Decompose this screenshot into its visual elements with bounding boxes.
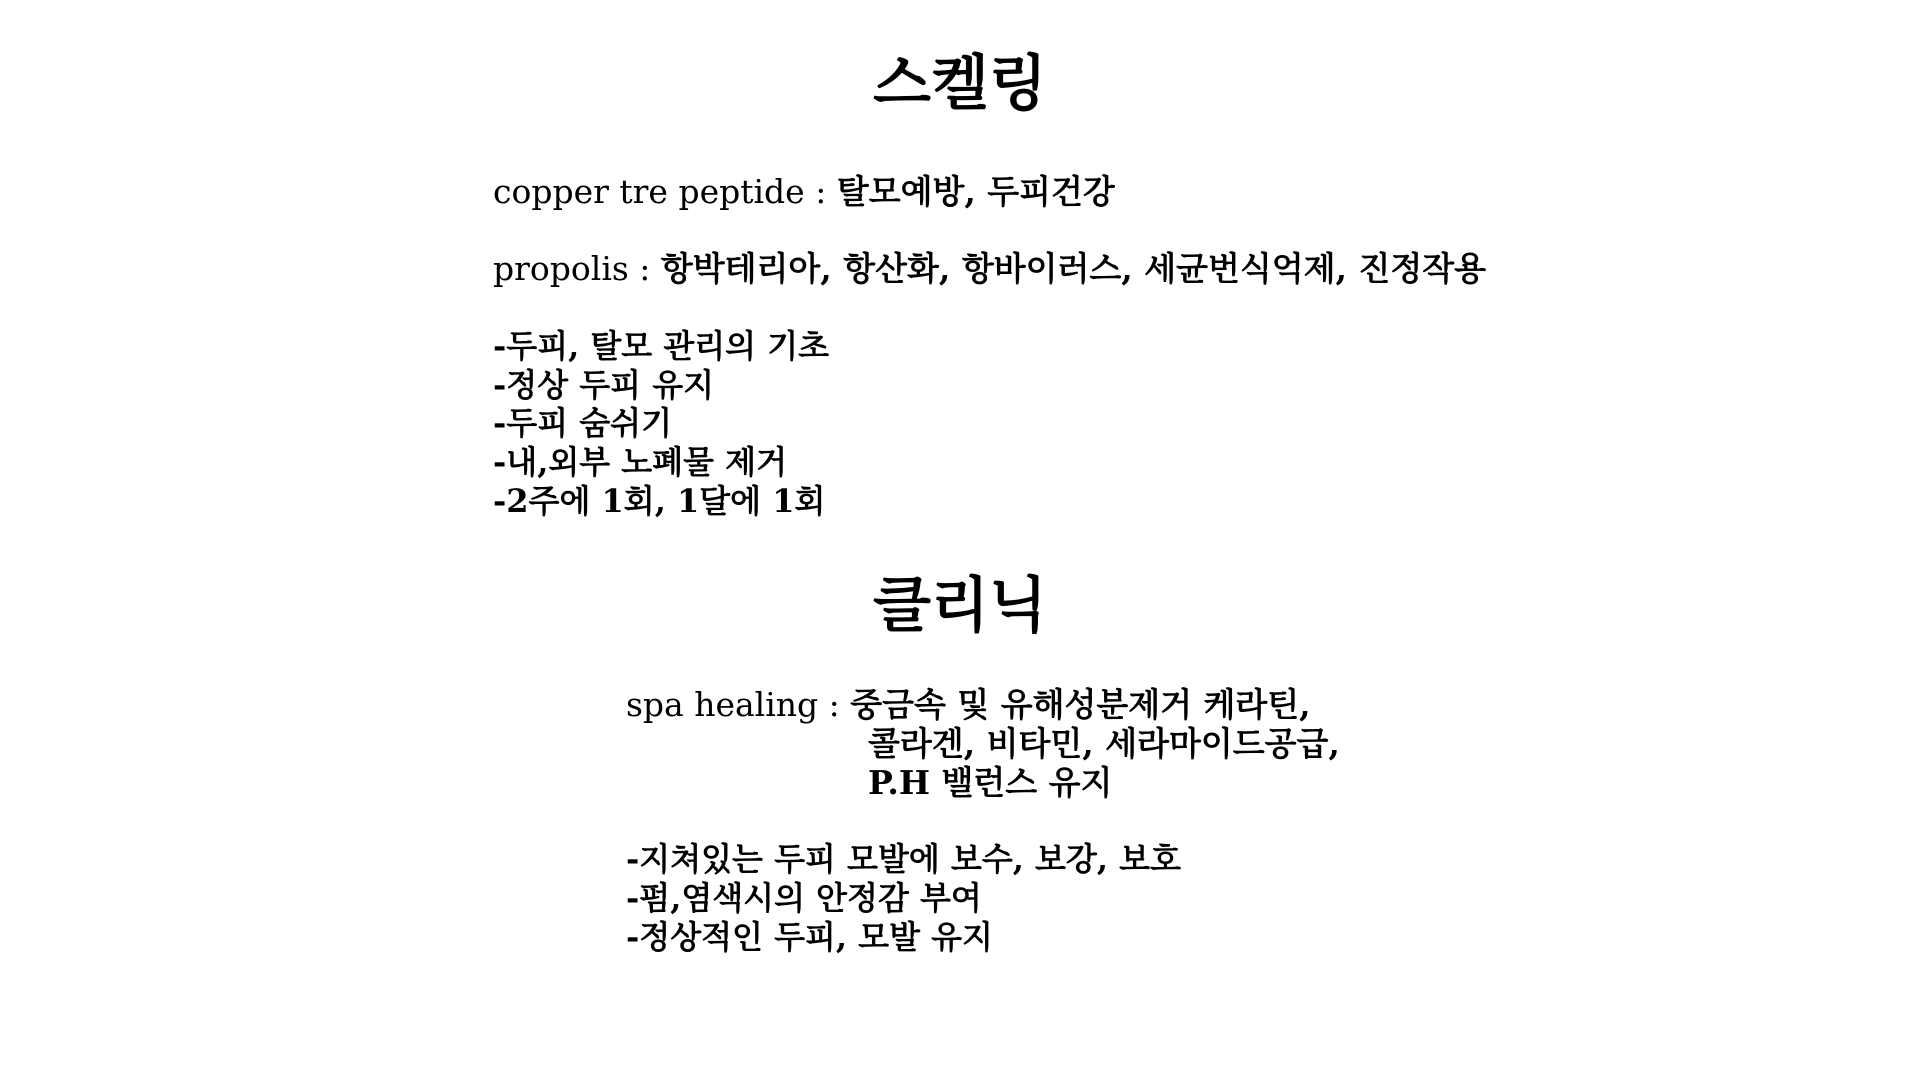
section-title-scaling: 스켈링 <box>873 49 1047 119</box>
ingredient-line-spa <box>626 685 1311 725</box>
ingredient-effect: 중금속 및 유해성분제거 케라틴, <box>850 685 1311 724</box>
bullet-item: -정상 두피 유지 <box>493 366 715 404</box>
ingredient-line-copper <box>493 172 1115 212</box>
ingredient-effect-continued <box>868 763 1112 803</box>
ingredient-name: spa healing <box>626 685 819 724</box>
ingredient-separator: : <box>818 685 851 724</box>
ingredient-separator: : <box>804 172 837 211</box>
ingredient-name: copper tre peptide <box>493 172 805 211</box>
ingredient-line-propolis <box>493 249 1486 289</box>
ingredient-effect: 탈모예방, 두피건강 <box>836 172 1115 211</box>
bullet-item: -2주에 1회, 1달에 1회 <box>493 482 826 520</box>
bullet-item: -두피 숨쉬기 <box>493 404 672 442</box>
ingredient-separator: : <box>628 249 661 288</box>
bullet-item: -지쳐있는 두피 모발에 보수, 보강, 보호 <box>626 840 1181 878</box>
section-title-clinic: 클리닉 <box>873 571 1047 641</box>
bullet-item: -정상적인 두피, 모발 유지 <box>626 918 993 956</box>
ingredient-name: propolis <box>493 249 629 288</box>
ingredient-effect: P.H 밸런스 유지 <box>868 763 1113 802</box>
bullet-item: -두피, 탈모 관리의 기초 <box>493 327 830 365</box>
ingredient-effect: 항박테리아, 항산화, 항바이러스, 세균번식억제, 진정작용 <box>660 249 1487 288</box>
bullet-item: -펌,염색시의 안정감 부여 <box>626 879 982 917</box>
ingredient-effect-continued <box>868 724 1340 764</box>
bullet-item: -내,외부 노폐물 제거 <box>493 443 787 481</box>
ingredient-effect: 콜라겐, 비타민, 세라마이드공급, <box>868 724 1340 763</box>
